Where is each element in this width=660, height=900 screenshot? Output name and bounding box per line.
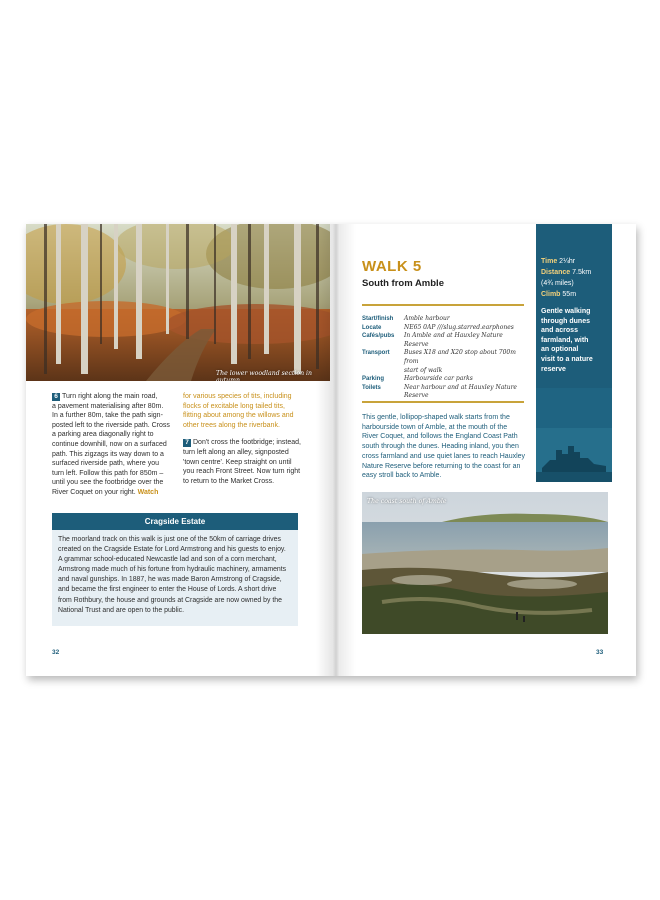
text-line: River Coquet on your right. — [52, 488, 136, 496]
box-line: and naval gunships. In 1887, he was made Baron Armstrong of Cragside, — [58, 576, 282, 584]
highlight-line: other trees along the riverbank. — [183, 421, 280, 429]
highlight-line: flocks of excitable long tailed tits, — [183, 402, 285, 410]
fact-row — [362, 375, 526, 384]
woodland-photo — [26, 224, 330, 381]
text-line: path. This zigzags its way down to a — [52, 450, 164, 458]
watch-highlight: Watch — [137, 488, 159, 496]
text-line: Don't cross the footbridge; instead, — [193, 439, 301, 447]
text-line: until you see the footbridge over the — [52, 479, 164, 487]
box-line: A grammar school-educated Newcastle lad and son of a corn merchant, — [58, 556, 277, 564]
fact-value: Amble harbour — [404, 315, 450, 322]
intro-line: harbourside town of Amble, at the mouth of the — [362, 423, 508, 431]
castle-silhouette-image — [536, 388, 612, 482]
coast-photo-caption: The coast south of Amble — [367, 498, 447, 505]
fact-value: Near harbour and at Hauxley Nature Reserve — [404, 383, 517, 400]
walk-subtitle: South from Amble — [362, 278, 444, 289]
open-book — [26, 224, 636, 676]
intro-line: This gentle, lollipop-shaped walk starts from the — [362, 414, 510, 421]
step-7-number: 7 — [183, 439, 191, 447]
fact-value: Harbourside car parks — [404, 375, 473, 383]
page-number-right: 33 — [596, 649, 604, 656]
step-6-text — [52, 392, 172, 498]
gold-rule-top — [362, 304, 524, 306]
intro-line: cross farmland and use quiet lanes to reach Hauxley — [362, 452, 526, 460]
page-number-left: 32 — [52, 649, 60, 656]
box-line: The moorland track on this walk is just one of the 50km of carriage drives — [58, 536, 281, 543]
fact-row — [362, 349, 526, 375]
highlight-line: for various species of tits, including — [183, 393, 292, 400]
highlight-line: flitting about among the willows and — [183, 412, 294, 420]
fact-row — [362, 384, 526, 401]
text-line: to return to the Market Cross. — [183, 477, 275, 485]
box-line: and became the first engineer to enter the House of Lords. A short drive — [58, 586, 277, 594]
text-line: posted left to the riverside path. Cross — [52, 421, 170, 429]
fact-label: Cafés/pubs — [362, 333, 395, 340]
walk-summary: Gentle walking through dunes and across farmland, with an optional visit to a nature reserve — [541, 308, 593, 373]
text-line: turn left along an alley, signposted — [183, 448, 289, 456]
text-line: surfaced riverside path, where you — [52, 460, 159, 468]
text-line: continue downhill, now on a surfaced — [52, 440, 167, 448]
fact-label: Locate — [362, 324, 382, 331]
coast-photo — [362, 492, 608, 634]
intro-line: easy stroll back to Amble. — [362, 472, 442, 480]
box-line: created on the Cragside Estate for Lord Armstrong and his guests to enjoy. — [58, 546, 286, 554]
fact-value: In Amble and at Hauxley Nature Reserve — [404, 332, 503, 348]
fact-label: Transport — [362, 350, 390, 357]
fact-row — [362, 315, 526, 324]
text-line: In a further 80m, take the path sign- — [52, 412, 163, 420]
text-line: a parking area diagonally right to — [52, 431, 154, 439]
climb-stat: Climb 55m — [541, 291, 577, 298]
fact-value: NE65 0AP ///slug.starred.earphones — [404, 323, 514, 331]
fact-value: Buses X18 and X20 stop about 700m from start of walk — [404, 349, 516, 374]
distance-stat: Distance 7.5km — [541, 269, 592, 276]
time-stat: Time 2¼hr — [541, 258, 576, 265]
right-page — [330, 224, 636, 676]
facts-table — [362, 315, 526, 401]
intro-line: River Coquet, and follows the England Coast Path — [362, 433, 518, 441]
fact-label: Toilets — [362, 384, 381, 391]
text-line: turn left. Follow this path for 850m – — [52, 469, 164, 477]
box-line: National Trust and are open to the public. — [58, 606, 185, 614]
walk-stats-sidebar — [536, 224, 612, 482]
text-line: 'town centre'. Keep straight on until — [183, 458, 292, 466]
text-line: a pavement materialising after 80m. — [52, 402, 164, 410]
step-7-text — [183, 392, 309, 486]
box-line: from Rothbury, the house and grounds at Cragside are now owned by the — [58, 596, 282, 604]
intro-line: Nature Reserve before returning to the coast for an — [362, 462, 521, 470]
cragside-box-text — [52, 530, 298, 626]
left-page — [26, 224, 330, 676]
cragside-box-title: Cragside Estate — [52, 513, 298, 530]
text-line: you reach Front Street. Now turn right — [183, 468, 301, 476]
box-line: Armstrong made much of his fortune from hydraulic machinery, armaments — [58, 566, 287, 574]
fact-row — [362, 324, 526, 333]
distance-miles: (4¾ miles) — [541, 280, 574, 287]
fact-label: Start/finish — [362, 316, 394, 322]
walk-title: WALK 5 — [362, 258, 422, 275]
fact-row — [362, 332, 526, 349]
text-line: Turn right along the main road, — [62, 393, 158, 400]
step-6-number: 6 — [52, 393, 60, 401]
walk-intro — [362, 413, 526, 481]
woodland-photo-caption: The lower woodland section in autumn — [216, 370, 313, 381]
fact-label: Parking — [362, 376, 385, 383]
gold-rule-bottom — [362, 401, 524, 403]
intro-line: south through the dunes. Heading inland, you then — [362, 443, 519, 451]
